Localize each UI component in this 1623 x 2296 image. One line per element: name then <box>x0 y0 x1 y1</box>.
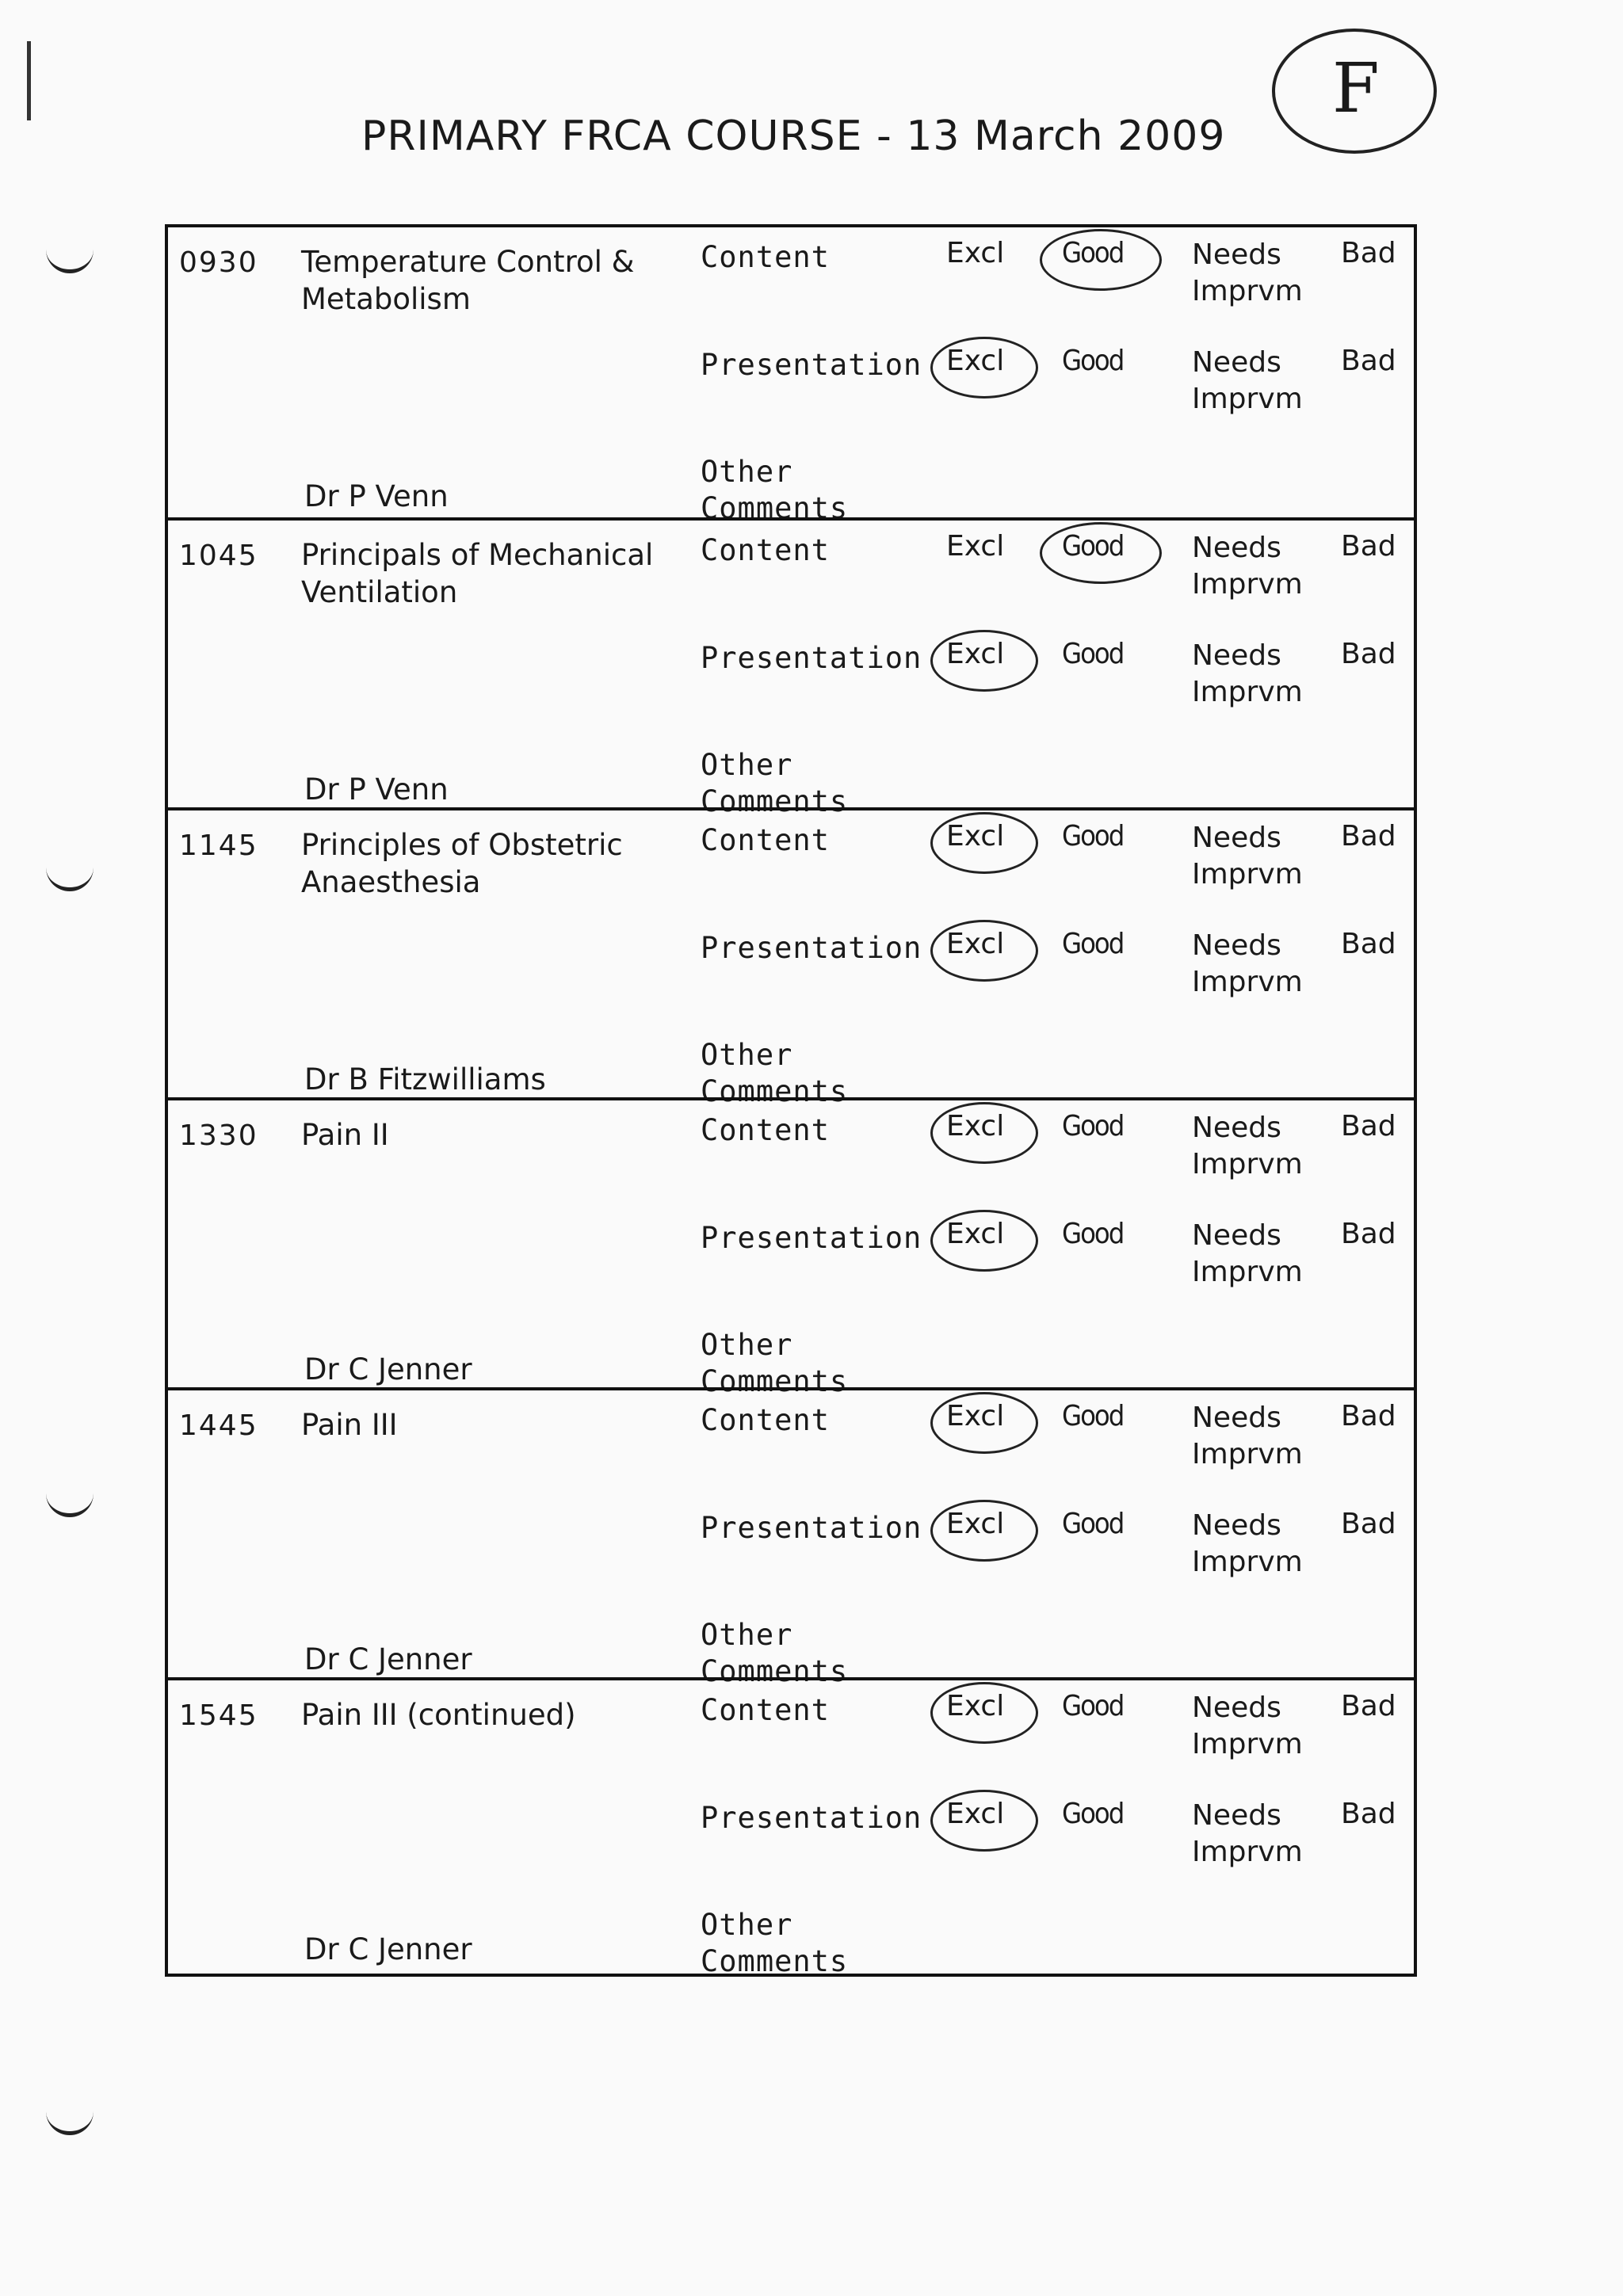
imprvm-line: Imprvm <box>1192 568 1303 601</box>
rating-needs-improvement-option[interactable] <box>1192 820 1303 893</box>
handwritten-selection-circle <box>930 1392 1038 1454</box>
rating-good-option[interactable]: Good <box>1062 1400 1124 1432</box>
rating-good-option[interactable]: Good <box>1062 530 1124 563</box>
rating-needs-improvement-option[interactable] <box>1192 1218 1303 1291</box>
needs-line: Needs <box>1192 346 1281 379</box>
other-line: Other <box>701 1328 793 1362</box>
rating-good-option[interactable]: Good <box>1062 638 1124 670</box>
rating-excl-option[interactable]: Excl <box>946 1690 1005 1722</box>
session-title: Temperature Control & Metabolism <box>301 245 635 316</box>
session-row <box>168 807 1414 1108</box>
needs-line: Needs <box>1192 639 1281 672</box>
session-title: Principles of Obstetric Anaesthesia <box>301 828 623 899</box>
comments-line: Comments <box>701 1944 849 1978</box>
imprvm-line: Imprvm <box>1192 1438 1303 1470</box>
content-label: Content <box>701 1113 830 1147</box>
needs-line: Needs <box>1192 1112 1281 1144</box>
stamp-letter: F <box>1332 49 1380 128</box>
presentation-label: Presentation <box>701 641 922 675</box>
page-edge-mark <box>27 41 31 120</box>
handwritten-selection-circle <box>930 1102 1038 1164</box>
rating-bad-option[interactable]: Bad <box>1341 928 1396 960</box>
comments-line: Comments <box>701 784 849 818</box>
rating-excl-option[interactable]: Excl <box>946 1400 1005 1432</box>
handwritten-selection-circle <box>930 1790 1038 1852</box>
session-title: Pain III (continued) <box>301 1698 576 1732</box>
presentation-label: Presentation <box>701 348 922 382</box>
handwritten-selection-circle <box>930 1500 1038 1562</box>
session-title: Principals of Mechanical Ventilation <box>301 538 654 609</box>
session-row <box>168 517 1414 818</box>
comments-line: Comments <box>701 1364 849 1398</box>
handwritten-selection-circle <box>930 1682 1038 1744</box>
rating-good-option[interactable]: Good <box>1062 1508 1124 1540</box>
handwritten-selection-circle <box>930 1210 1038 1272</box>
presentation-label: Presentation <box>701 1221 922 1255</box>
rating-bad-option[interactable]: Bad <box>1341 530 1396 563</box>
rating-needs-improvement-option[interactable] <box>1192 345 1303 418</box>
rating-bad-option[interactable]: Bad <box>1341 1690 1396 1722</box>
rating-needs-improvement-option[interactable] <box>1192 1690 1303 1763</box>
rating-excl-option[interactable]: Excl <box>946 1218 1005 1250</box>
session-title: Pain II <box>301 1118 389 1152</box>
punch-hole-1 <box>46 246 94 273</box>
other-comments-label <box>701 1907 848 1980</box>
rating-bad-option[interactable]: Bad <box>1341 1400 1396 1432</box>
other-line: Other <box>701 455 793 489</box>
rating-good-option[interactable]: Good <box>1062 345 1124 377</box>
rating-bad-option[interactable]: Bad <box>1341 1508 1396 1540</box>
session-row <box>168 227 1414 525</box>
rating-bad-option[interactable]: Bad <box>1341 820 1396 852</box>
content-label: Content <box>701 1403 830 1437</box>
handwritten-stamp <box>1272 29 1437 154</box>
handwritten-selection-circle <box>1040 522 1162 584</box>
session-row <box>168 1677 1414 1978</box>
needs-line: Needs <box>1192 238 1281 271</box>
imprvm-line: Imprvm <box>1192 1728 1303 1760</box>
rating-excl-option[interactable]: Excl <box>946 1508 1005 1540</box>
session-lecturer: Dr C Jenner <box>304 1352 472 1386</box>
rating-excl-option[interactable]: Excl <box>946 237 1005 269</box>
rating-needs-improvement-option[interactable] <box>1192 1400 1303 1473</box>
rating-bad-option[interactable]: Bad <box>1341 345 1396 377</box>
rating-good-option[interactable]: Good <box>1062 820 1124 852</box>
rating-needs-improvement-option[interactable] <box>1192 928 1303 1001</box>
handwritten-selection-circle <box>1040 229 1162 291</box>
needs-line: Needs <box>1192 929 1281 962</box>
imprvm-line: Imprvm <box>1192 1836 1303 1868</box>
rating-bad-option[interactable]: Bad <box>1341 237 1396 269</box>
imprvm-line: Imprvm <box>1192 1256 1303 1288</box>
page-title: PRIMARY FRCA COURSE - 13 March 2009 <box>361 113 1226 160</box>
session-time: 1445 <box>179 1409 258 1442</box>
rating-bad-option[interactable]: Bad <box>1341 638 1396 670</box>
needs-line: Needs <box>1192 1691 1281 1724</box>
session-time: 0930 <box>179 246 258 279</box>
imprvm-line: Imprvm <box>1192 1148 1303 1180</box>
needs-line: Needs <box>1192 1219 1281 1252</box>
needs-line: Needs <box>1192 1402 1281 1434</box>
session-row <box>168 1097 1414 1398</box>
handwritten-selection-circle <box>930 920 1038 982</box>
session-row <box>168 1387 1414 1688</box>
rating-needs-improvement-option[interactable] <box>1192 237 1303 310</box>
session-lecturer: Dr C Jenner <box>304 1642 472 1676</box>
other-line: Other <box>701 1618 793 1652</box>
rating-good-option[interactable]: Good <box>1062 237 1124 269</box>
handwritten-selection-circle <box>930 812 1038 874</box>
needs-line: Needs <box>1192 1509 1281 1542</box>
session-lecturer: Dr B Fitzwilliams <box>304 1062 546 1097</box>
rating-excl-option[interactable]: Excl <box>946 530 1005 563</box>
needs-line: Needs <box>1192 1799 1281 1832</box>
rating-good-option[interactable]: Good <box>1062 1110 1124 1142</box>
punch-hole-2 <box>46 864 94 891</box>
rating-needs-improvement-option[interactable] <box>1192 1798 1303 1871</box>
session-time: 1545 <box>179 1699 258 1732</box>
other-line: Other <box>701 748 793 782</box>
session-time: 1145 <box>179 830 258 862</box>
imprvm-line: Imprvm <box>1192 1546 1303 1578</box>
session-lecturer: Dr P Venn <box>304 772 449 807</box>
other-line: Other <box>701 1038 793 1072</box>
rating-needs-improvement-option[interactable] <box>1192 638 1303 711</box>
rating-excl-option[interactable]: Excl <box>946 928 1005 960</box>
rating-excl-option[interactable]: Excl <box>946 638 1005 670</box>
imprvm-line: Imprvm <box>1192 275 1303 307</box>
rating-good-option[interactable]: Good <box>1062 1690 1124 1722</box>
other-line: Other <box>701 1908 793 1942</box>
rating-bad-option[interactable]: Bad <box>1341 1110 1396 1142</box>
content-label: Content <box>701 823 830 857</box>
content-label: Content <box>701 1693 830 1727</box>
content-label: Content <box>701 533 830 567</box>
other-comments-label <box>701 454 848 527</box>
rating-good-option[interactable]: Good <box>1062 928 1124 960</box>
feedback-form-table <box>165 224 1417 1977</box>
rating-needs-improvement-option[interactable] <box>1192 1110 1303 1183</box>
session-title: Pain III <box>301 1408 398 1442</box>
punch-hole-3 <box>46 1489 94 1517</box>
session-time: 1330 <box>179 1119 258 1152</box>
needs-line: Needs <box>1192 822 1281 854</box>
content-label: Content <box>701 240 830 274</box>
rating-needs-improvement-option[interactable] <box>1192 530 1303 603</box>
session-time: 1045 <box>179 540 258 572</box>
comments-line: Comments <box>701 1654 849 1688</box>
presentation-label: Presentation <box>701 931 922 965</box>
session-lecturer: Dr C Jenner <box>304 1932 472 1966</box>
comments-line: Comments <box>701 491 849 525</box>
session-lecturer: Dr P Venn <box>304 479 449 513</box>
handwritten-selection-circle <box>930 630 1038 692</box>
rating-bad-option[interactable]: Bad <box>1341 1798 1396 1830</box>
imprvm-line: Imprvm <box>1192 966 1303 998</box>
imprvm-line: Imprvm <box>1192 383 1303 415</box>
needs-line: Needs <box>1192 532 1281 564</box>
rating-needs-improvement-option[interactable] <box>1192 1508 1303 1581</box>
rating-good-option[interactable]: Good <box>1062 1218 1124 1250</box>
rating-excl-option[interactable]: Excl <box>946 345 1005 377</box>
presentation-label: Presentation <box>701 1801 922 1835</box>
rating-excl-option[interactable]: Excl <box>946 820 1005 852</box>
rating-good-option[interactable]: Good <box>1062 1798 1124 1830</box>
imprvm-line: Imprvm <box>1192 858 1303 891</box>
rating-bad-option[interactable]: Bad <box>1341 1218 1396 1250</box>
punch-hole-4 <box>46 2107 94 2135</box>
rating-excl-option[interactable]: Excl <box>946 1110 1005 1142</box>
imprvm-line: Imprvm <box>1192 676 1303 708</box>
handwritten-selection-circle <box>930 337 1038 399</box>
presentation-label: Presentation <box>701 1511 922 1545</box>
rating-excl-option[interactable]: Excl <box>946 1798 1005 1830</box>
comments-line: Comments <box>701 1074 849 1108</box>
